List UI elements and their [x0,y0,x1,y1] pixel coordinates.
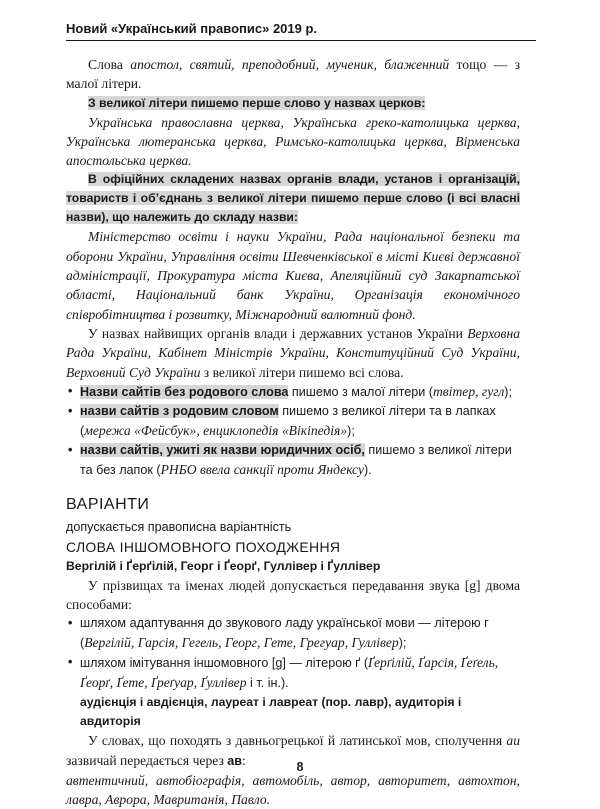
g-sound-methods-list [66,614,520,731]
list-item: • Назви сайтів без родового слова пишемо з малої літери (твітер, гугл); [66,382,520,402]
name-variants-line: Вергілій і Ґерґілій, Георг і Ґеорґ, Гуллівер і Ґуллівер [66,558,381,573]
examples-official-names: Міністерство освіти і науки України, Рада національної безпеки та оборони України, Управління освіти Шевченківської в місті Києві державної адміністрації, Прокуратура міста Києва, Апеляційний суд Закарпатської області, Національний банк України, Організація економічного співробітництва і розвитку, Міжнародний валютний фонд. [66,229,520,322]
list-item: • шляхом імітування іншомовного [g] — літерою ґ (Ґерґілій, Ґарсія, Ґеґель, Ґеорґ, Ґете, Ґреґуар, Ґуллівер і т. ін.). [66,653,520,693]
paragraph-lowercase-titles: Слова апостол, святий, преподобний, мученик, блаженний тощо — з малої літери. [66,57,521,92]
section-subtitle: допускається правописна варіантність [66,519,292,534]
running-header: Новий «Український правопис» 2019 р. [66,21,536,41]
page-content [66,55,520,809]
paragraph-greek-latin: У словах, що походять з давньогрецької й латинської мов, сполучення au зазвичай передається через ав: [66,733,520,768]
rule-official-names: В офіційних складених назвах органів влади, установ і організацій, товариств і об’єднань з великої літери пишемо перше слово (і всі власні назви), що належить до складу назви: [66,172,520,225]
paragraph-g-sound: У прізвищах та іменах людей допускається передавання звука [g] двома способами: [66,577,520,613]
section-title-variants: ВАРІАНТИ [66,495,150,513]
website-names-list [66,382,520,480]
page-number: 8 [296,760,304,774]
rule-church-names: З великої літери пишемо перше слово у назвах церков: [88,95,426,110]
examples-greek-latin: автентичний, автобіографія, автомобіль, автор, авторитет, автохтон, лавра, Аврора, Мавританія, Павло. [66,772,520,808]
paragraph-highest-authorities: У назвах найвищих органів влади і державних установ України Верховна Рада України, Кабінет Міністрів України, Конституційний Суд України, Верховний Суд України з великої літери пишемо всі слова. [66,325,520,380]
examples-church-names: Українська православна церква, Українська греко-католицька церква, Українська лютеранська церква, Римсько-католицька церква, Вірменська апостольська церква. [66,114,520,169]
list-item: • назви сайтів, ужиті як назви юридичних осіб, пишемо з великої літери та без лапок (РНБО ввела санкції проти Яндексу). [66,441,520,480]
list-item: • шляхом адаптування до звукового ладу української мови — літерою г (Вергілій, Гарсія, Гегель, Георг, Гете, Грегуар, Гуллівер); [66,614,520,653]
subsection-title-foreign-words: СЛОВА ІНШОМОВНОГО ПОХОДЖЕННЯ [66,538,341,555]
list-item-pairs: аудієнція і авдієнція, лауреат і лавреат (пор. лавр), аудиторія і авдиторія [80,695,462,729]
list-item: • назви сайтів з родовим словом пишемо з великої літери та в лапках (мережа «Фейсбук», енциклопедія «Вікіпедія»); [66,402,520,441]
example-words: апостол, святий, преподобний, мученик, блаженний [130,57,450,72]
